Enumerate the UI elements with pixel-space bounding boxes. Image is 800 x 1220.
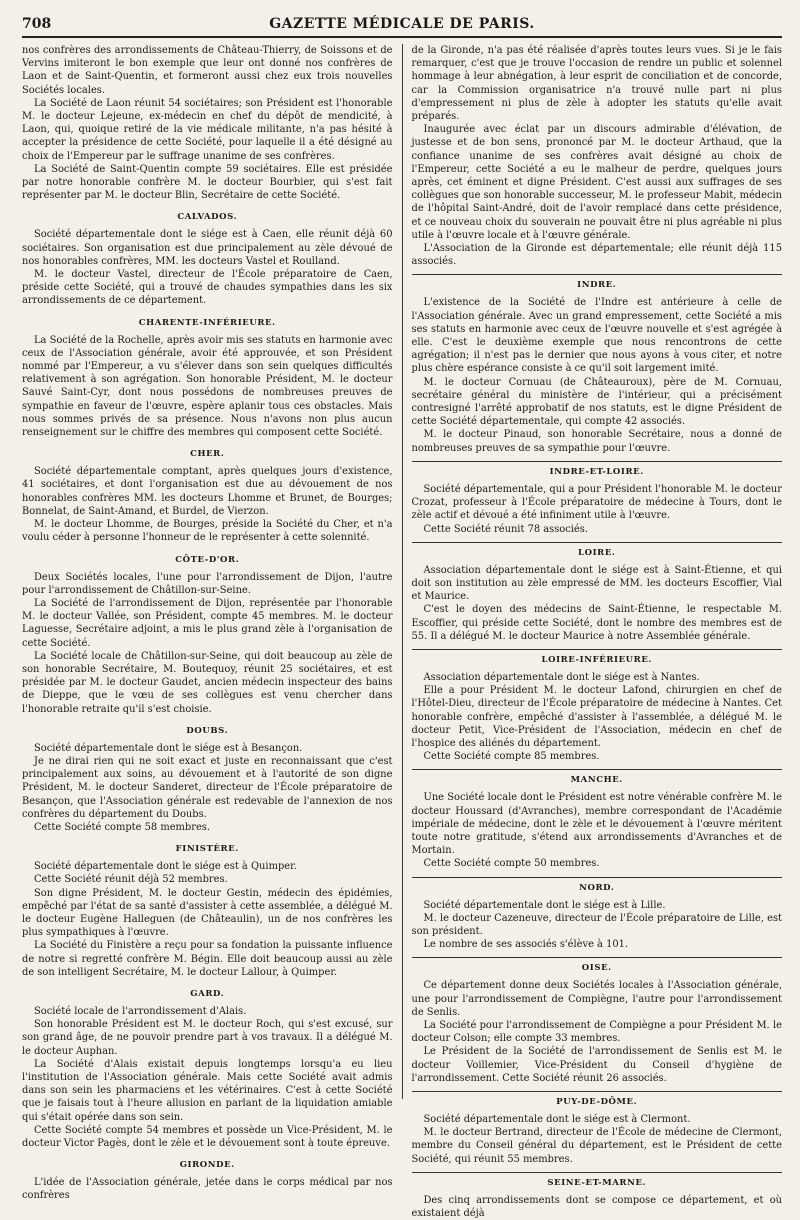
- paragraph: La Société de Saint-Quentin compte 59 sociétaires. Elle est présidée par notre honorable confrère M. le docteur Bourbier, qui s'est fait représenter par M. le docteur Blin, Secrétaire de cette Société.: [22, 163, 393, 202]
- paragraph: M. le docteur Cornuau (de Châteauroux), père de M. Cornuau, secrétaire général du ministère de l'intérieur, qui a précisément contresigné l'arrêté approbatif de nos statuts, est le digne Président de cette Société départementale, qui compte 42 associés.: [411, 376, 782, 428]
- right-column: [403, 44, 783, 1220]
- section-heading-charente-inferieure: CHARENTE-INFÉRIEURE.: [138, 317, 276, 328]
- section-heading-puy-de-dome: PUY-DE-DÔME.: [412, 1091, 783, 1108]
- paragraph: Société départementale dont le siége est à Clermont.: [423, 1114, 691, 1125]
- paragraph: Société départementale, qui a pour Président l'honorable M. le docteur Crozat, professeur à l'École préparatoire de médecine à Tours, dont le zèle actif et dévoué a été infiniment utile à l'œuvre.: [411, 483, 782, 522]
- section-heading-cote-dor: CÔTE-D'OR.: [175, 554, 240, 565]
- section-heading-indre-et-loire: INDRE-ET-LOIRE.: [412, 461, 783, 478]
- section-heading-loire-inferieure: LOIRE-INFÉRIEURE.: [412, 649, 783, 666]
- paragraph: Cette Société compte 54 membres et possède un Vice-Président, M. le docteur Victor Pagès, dont le zèle et le dévouement sont à toute épreuve.: [22, 1124, 393, 1150]
- paragraph: La Société de Laon réunit 54 sociétaires; son Président est l'honorable M. le docteur Lejeune, ex-médecin en chef du dépôt de mendicité, à Laon, qui, quoique retiré de la vie médicale militante, n'a pas hésité à accepter la présidence de cette Société, pour laquelle il a été désigné au choix de l'Empereur par le suffrage unanime de ses confrères.: [22, 97, 393, 162]
- paragraph: La Société locale de Châtillon-sur-Seine, qui doit beaucoup au zèle de son honorable Secrétaire, M. Boutequoy, réunit 25 sociétaires, et est présidée par M. le docteur Gaudet, ancien médecin inspecteur des bains de Dieppe, que le vœu de ses collègues est venu chercher dans l'honorable retraite qu'il s'est choisie.: [22, 650, 393, 715]
- paragraph: C'est le doyen des médecins de Saint-Étienne, le respectable M. Escoffier, qui préside cette Société, dont le nombre des membres est de 55. Il a délégué M. le docteur Maurice à notre Assemblée générale.: [411, 604, 782, 642]
- section-heading-oise: OISE.: [412, 957, 783, 974]
- paragraph: M. le docteur Pinaud, son honorable Secrétaire, nous a donné de nombreuses preuves de sa sympathie pour l'œuvre.: [411, 429, 782, 454]
- paragraph: Cette Société réunit 78 associés.: [423, 523, 588, 535]
- paragraph: Ce département donne deux Sociétés locales à l'Association générale, une pour l'arrondissement de Compiègne, l'autre pour l'arrondissement de Senlis.: [411, 980, 782, 1018]
- section-heading-manche: MANCHE.: [412, 769, 783, 786]
- section-heading-doubs: DOUBS.: [186, 725, 229, 736]
- paragraph: Société départementale dont le siége est à Besançon.: [34, 742, 303, 754]
- paragraph: Le Président de la Société de l'arrondissement de Senlis est M. le docteur Voillemier, Vice-Président du Conseil d'hygiène de l'arrondissement. Cette Société réunit 26 associés.: [411, 1046, 782, 1084]
- paragraph: Société départementale comptant, après quelques jours d'existence, 41 sociétaires, et dont l'organisation est due au dévouement de nos honorables confrères MM. les docteurs Lhomme et Brunet, de Bourges; Bonnelat, de Saint-Amand, et Burdel, de Vierzon.: [22, 466, 393, 517]
- paragraph: L'Association de la Gironde est départementale; elle réunit déjà 115 associés.: [411, 243, 782, 268]
- section-heading-seine-et-marne: SEINE-ET-MARNE.: [412, 1172, 783, 1189]
- section-heading-calvados: CALVADOS.: [177, 212, 238, 223]
- paragraph: M. le docteur Vastel, directeur de l'École préparatoire de Caen, préside cette Société, qui a trouvé de chaudes sympathies dans les six arrondissements de ce département.: [22, 269, 393, 307]
- paragraph: La Société d'Alais existait depuis longtemps lorsqu'a eu lieu l'institution de l'Association générale. Mais cette Société avait admis dans son sein les pharmaciens et les vétérinaires. C'est à cette Société que je faisais tout à l'heure allusion en parlant de la liquidation amiable qui s'était opérée dans son sein.: [22, 1058, 393, 1123]
- paragraph: Inaugurée avec éclat par un discours admirable d'élévation, de justesse et de bon sens, prononcé par M. le docteur Arthaud, que la confiance unanime de ses confrères avait désigné au choix de l'Empereur, cette Société a eu le malheur de perdre, quelques jours après, cet éminent et digne Président. C'est aussi aux suffrages de ses collègues que son honorable successeur, M. le professeur Mabit, médecin de l'hôpital Saint-André, doit de l'avoir remplacé dans cette présidence, et ce nouveau choix du souverain ne pouvait être ni plus agréable ni plus utile à l'œuvre locale et à l'œuvre générale.: [411, 124, 782, 241]
- paragraph: Association départementale dont le siége est à Saint-Étienne, et qui doit son institution au zèle empressé de MM. les docteurs Escoffier, Vial et Maurice.: [411, 564, 782, 603]
- section-heading-loire: LOIRE.: [412, 542, 783, 559]
- section-heading-nord: NORD.: [412, 877, 783, 894]
- paragraph: Société départementale dont le siége est à Caen, elle réunit déjà 60 sociétaires. Son organisation est due principalement au zèle dévoué de nos honorables confrères, MM. les docteurs Vastel et Roulland.: [22, 229, 393, 267]
- section-heading-gironde: GIRONDE.: [179, 1160, 235, 1171]
- paragraph: Une Société locale dont le Président est notre vénérable confrère M. le docteur Houssard (d'Avranches), membre correspondant de l'Académie impériale de médecine, dont le zèle et le dévouement à l'œuvre méritent toute notre gratitude, s'étend aux arrondissements d'Avranches et de Mortain.: [411, 792, 782, 857]
- paragraph: Société départementale dont le siége est à Quimper.: [34, 861, 297, 873]
- paragraph: M. le docteur Lhomme, de Bourges, préside la Société du Cher, et n'a voulu céder à personne l'honneur de le représenter à cette solennité.: [22, 519, 393, 544]
- paragraph: L'existence de la Société de l'Indre est antérieure à celle de l'Association générale. Avec un grand empressement, cette Société a mis ses statuts en harmonie avec ceux de l'œuvre nouvelle et s'est agrégée à elle. C'est le deuxième exemple que nous rencontrons de cette agrégation; il n'est pas le dernier que nous ayons à vous citer, et notre plus chère espérance consiste à ce qu'il soit largement imité.: [411, 297, 782, 375]
- paragraph: Cette Société compte 85 membres.: [423, 751, 600, 763]
- page-number: 708: [22, 16, 52, 32]
- paragraph: nos confrères des arrondissements de Château-Thierry, de Soissons et de Vervins imiteront le bon exemple que leur ont donné nos confrères de Laon et de Saint-Quentin, et formeront aussi chez eux trois nouvelles Sociétés locales.: [22, 45, 393, 96]
- running-title: GAZETTE MÉDICALE DE PARIS.: [269, 16, 535, 32]
- paragraph: Son honorable Président est M. le docteur Roch, qui s'est excusé, sur son grand âge, de ne pouvoir prendre part à vos travaux. Il a délégué M. le docteur Auphan.: [22, 1019, 393, 1057]
- paragraph: Le nombre de ses associés s'élève à 101.: [423, 939, 629, 951]
- section-heading-gard: GARD.: [190, 988, 225, 999]
- paragraph: Des cinq arrondissements dont se compose ce département, et où existaient déjà: [411, 1194, 782, 1220]
- paragraph: Cette Société compte 50 membres.: [423, 858, 600, 870]
- paragraph: Deux Sociétés locales, l'une pour l'arrondissement de Dijon, l'autre pour l'arrondissement de Châtillon-sur-Seine.: [22, 571, 393, 596]
- section-heading-cher: CHER.: [190, 449, 225, 460]
- paragraph: M. le docteur Bertrand, directeur de l'École de médecine de Clermont, membre du Conseil général du département, est le Président de cette Société, qui réunit 55 membres.: [411, 1127, 782, 1165]
- paragraph: Son digne Président, M. le docteur Gestin, médecin des épidémies, empêché par l'état de sa santé d'assister à cette assemblée, a délégué M. le docteur Eugène Halleguen (de Châteaulin), un de nos confrères les plus sympathiques à l'œuvre.: [22, 887, 393, 939]
- left-column: [22, 44, 402, 1202]
- paragraph: L'idée de l'Association générale, jetée dans le corps médical par nos confrères: [22, 1177, 393, 1202]
- paragraph: La Société de l'arrondissement de Dijon, représentée par l'honorable M. le docteur Vallée, son Président, compte 45 membres. M. le docteur Laguesse, Secrétaire adjoint, a mis le plus grand zèle à l'organisation de cette Société.: [22, 597, 393, 649]
- paragraph: Cette Société compte 58 membres.: [34, 821, 210, 833]
- section-heading-indre: INDRE.: [412, 274, 783, 291]
- paragraph: Société locale de l'arrondissement d'Alais.: [34, 1005, 247, 1017]
- paragraph: La Société pour l'arrondissement de Compiègne a pour Président M. le docteur Colson; elle compte 33 membres.: [411, 1019, 782, 1045]
- two-column-body: [22, 44, 782, 1220]
- paragraph: Elle a pour Président M. le docteur Lafond, chirurgien en chef de l'Hôtel-Dieu, directeur de l'École préparatoire de médecine à Nantes. Cet honorable confrère, empêché d'assister à l'assemblée, a délégué M. le docteur Petit, Vice-Président de l'Association, médecin en chef de l'hospice des aliénés du département.: [411, 685, 782, 749]
- paragraph: Association départementale dont le siége est à Nantes.: [423, 671, 700, 683]
- paragraph: Cette Société réunit déjà 52 membres.: [34, 874, 228, 886]
- paragraph: La Société du Finistère a reçu pour sa fondation la puissante influence de notre si regretté confrère M. Bégin. Elle doit beaucoup aussi au zèle de son intelligent Secrétaire, M. le docteur Lallour, à Quimper.: [22, 940, 393, 978]
- section-heading-finistere: FINISTÈRE.: [175, 844, 239, 855]
- paragraph: Je ne dirai rien qui ne soit exact et juste en reconnaissant que c'est principalement aux soins, au dévouement et à l'autorité de son digne Président, M. le docteur Sanderet, directeur de l'École préparatoire de Besançon, que l'Association générale est redevable de l'annexion de nos confrères du département du Doubs.: [22, 755, 393, 820]
- page-header: [22, 14, 782, 38]
- paragraph: de la Gironde, n'a pas été réalisée d'après toutes leurs vues. Si je le fais remarquer, c'est que je trouve l'occasion de rendre un public et solennel hommage à leur abnégation, à leur esprit de conciliation et de concorde, car la Commission organisatrice n'a trouvé nulle part ni plus d'empressement ni plus de zèle à adopter les statuts qu'elle avait préparés.: [411, 45, 782, 123]
- paragraph: La Société de la Rochelle, après avoir mis ses statuts en harmonie avec ceux de l'Association générale, avoir été approuvée, et son Président nommé par l'Empereur, a vu s'élever dans son sein quelques difficultés relativement à son agrégation. Son honorable Président, M. le docteur Sauvé Saint-Cyr, dont nous possédons de nombreuses preuves de sympathie en faveur de l'œuvre, espère aplanir tous ces obstacles. Mais nous sommes privés de sa présence. Nous n'avons non plus aucun renseignement sur le chiffre des membres qui composent cette Société.: [22, 334, 393, 439]
- paragraph: Société départementale dont le siége est à Lille.: [423, 899, 666, 911]
- paragraph: M. le docteur Cazeneuve, directeur de l'École préparatoire de Lille, est son président.: [411, 912, 782, 937]
